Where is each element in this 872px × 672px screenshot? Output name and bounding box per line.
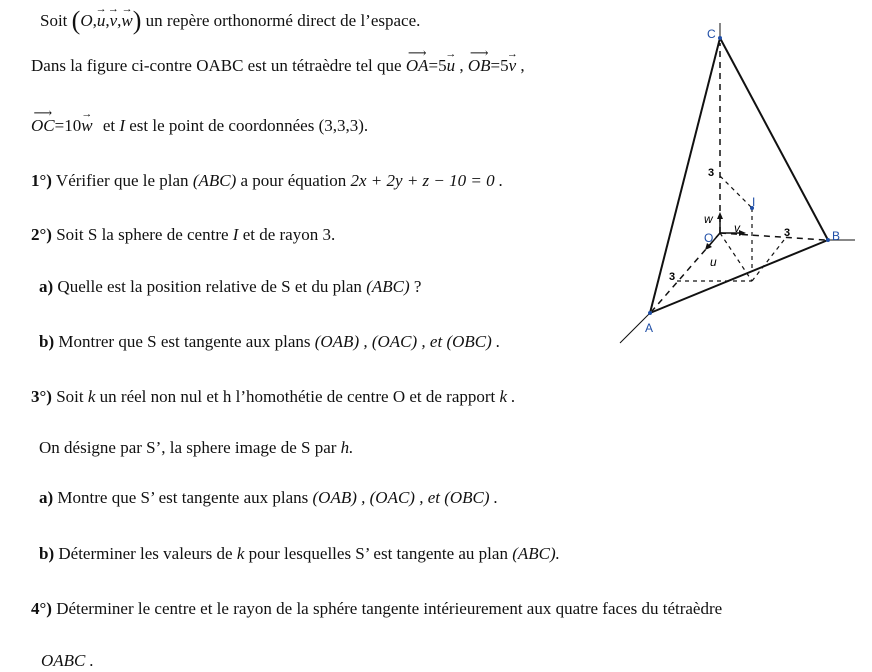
- OA-equals: =5: [428, 56, 447, 75]
- label-vec-v: v: [734, 221, 740, 235]
- tetrahedron-OABC: OABC .: [41, 651, 94, 670]
- question-2a-plane: (ABC): [366, 277, 410, 296]
- ratio-k-end: k .: [499, 387, 516, 406]
- label-O: O: [704, 231, 714, 245]
- question-3a-planes: (OAB) , (OAC) , et (OBC) .: [312, 488, 499, 507]
- intro-figure-line: [31, 55, 525, 77]
- vector-u: → u: [447, 55, 456, 77]
- question-3-text2: un réel non nul et h l’homothétie de centre O et de rapport: [99, 387, 496, 406]
- label-I: I: [752, 195, 756, 209]
- comma: ,: [105, 11, 110, 30]
- question-2b-text: Montrer que S est tangente aux plans: [58, 332, 311, 351]
- question-3b-label: b): [39, 544, 55, 563]
- question-3-text: Soit: [56, 387, 84, 406]
- frame-vector-v: → v: [110, 10, 118, 32]
- comma: ,: [117, 11, 122, 30]
- point-I: I: [119, 116, 126, 135]
- edge-AB: [650, 240, 828, 313]
- question-3-number: 3°): [31, 387, 52, 406]
- comma: ,: [459, 56, 464, 75]
- ratio-k: k: [87, 387, 96, 406]
- question-3b: [39, 543, 560, 565]
- frame-text: un repère orthonormé direct de l’espace.: [145, 11, 421, 30]
- tick-y-3: 3: [784, 227, 791, 239]
- frame-vector-w: → w: [121, 10, 132, 32]
- label-B: B: [832, 229, 841, 243]
- arrow-w-head: [717, 212, 723, 219]
- plane-ABC: (ABC): [192, 171, 237, 190]
- intro-frame-line: [40, 6, 421, 35]
- tick-x-3: 3: [669, 271, 676, 283]
- question-2-text2: et de rayon 3.: [242, 225, 336, 244]
- question-2-number: 2°): [31, 225, 52, 244]
- point-C: [718, 36, 722, 40]
- question-4-number: 4°): [31, 599, 52, 618]
- comma: ,: [520, 56, 525, 75]
- question-3b-k: k: [236, 544, 245, 563]
- construction-line-5: [720, 233, 752, 281]
- question-2-text: Soit S la sphere de centre: [56, 225, 229, 244]
- intro-oc-line: [31, 115, 368, 137]
- plane-equation: 2x + 2y + z − 10 = 0 .: [350, 171, 504, 190]
- point-A: [648, 311, 652, 315]
- label-A: A: [645, 321, 654, 335]
- tetrahedron-figure: [610, 18, 860, 348]
- label-C: C: [707, 27, 716, 41]
- question-2b-planes: (OAB) , (OAC) , et (OBC) .: [314, 332, 501, 351]
- question-4-end: [41, 650, 94, 672]
- frame-origin: O: [80, 11, 93, 30]
- vector-v: → v: [509, 55, 517, 77]
- point-text: est le point de coordonnées: [129, 116, 315, 135]
- OB-equals: =5: [490, 56, 509, 75]
- question-1-number: 1°): [31, 171, 52, 190]
- question-2a-end: ?: [413, 277, 422, 296]
- tick-z-3: 3: [708, 167, 715, 179]
- question-2a: [39, 276, 421, 298]
- question-2b-label: b): [39, 332, 55, 351]
- OC-equals: =10: [54, 116, 82, 135]
- vector-w: → w: [81, 115, 92, 137]
- question-1-text: Vérifier que le plan: [55, 171, 189, 190]
- label-vec-u: u: [710, 255, 717, 269]
- question-3a-text: Montre que S’ est tangente aux plans: [57, 488, 309, 507]
- question-2b: [39, 331, 500, 353]
- homothety-h: h.: [340, 438, 354, 457]
- paren-open: (: [71, 6, 81, 35]
- question-3-designation: [39, 437, 353, 459]
- frame-vector-u: → u: [97, 10, 106, 32]
- vector-OA: ⟶ OA: [406, 55, 429, 77]
- and-text: et: [102, 116, 116, 135]
- center-I: I: [232, 225, 239, 244]
- vector-OB: ⟶ OB: [468, 55, 491, 77]
- point-B: [826, 238, 830, 242]
- comma: ,: [92, 11, 97, 30]
- edge-CB: [720, 38, 828, 240]
- question-3b-text2: pour lesquelles S’ est tangente au plan: [248, 544, 508, 563]
- designation-text: On désigne par S’, la sphere image de S par: [39, 438, 337, 457]
- vector-OC: ⟶ OC: [31, 115, 55, 137]
- question-2: [31, 224, 335, 246]
- question-4-text: Déterminer le centre et le rayon de la sphére tangente intérieurement aux quatre faces du tétraèdre: [56, 599, 723, 618]
- question-3b-plane: (ABC).: [512, 544, 560, 563]
- question-2a-text: Quelle est la position relative de S et du plan: [57, 277, 362, 296]
- question-2a-label: a): [39, 277, 54, 296]
- question-3a: [39, 487, 498, 509]
- question-4: [31, 598, 722, 620]
- question-3a-label: a): [39, 488, 54, 507]
- question-1: [31, 170, 503, 192]
- question-3b-text: Déterminer les valeurs de: [58, 544, 233, 563]
- question-3: [31, 386, 516, 408]
- label-vec-w: w: [704, 212, 713, 226]
- paren-close: ): [132, 6, 142, 35]
- question-1-text2: a pour équation: [240, 171, 347, 190]
- construction-line-1: [720, 176, 752, 208]
- point-coords: (3,3,3).: [318, 116, 369, 135]
- intro-soit: Soit: [40, 11, 68, 30]
- figure-text: Dans la figure ci-contre OABC est un tétraèdre tel que: [31, 56, 402, 75]
